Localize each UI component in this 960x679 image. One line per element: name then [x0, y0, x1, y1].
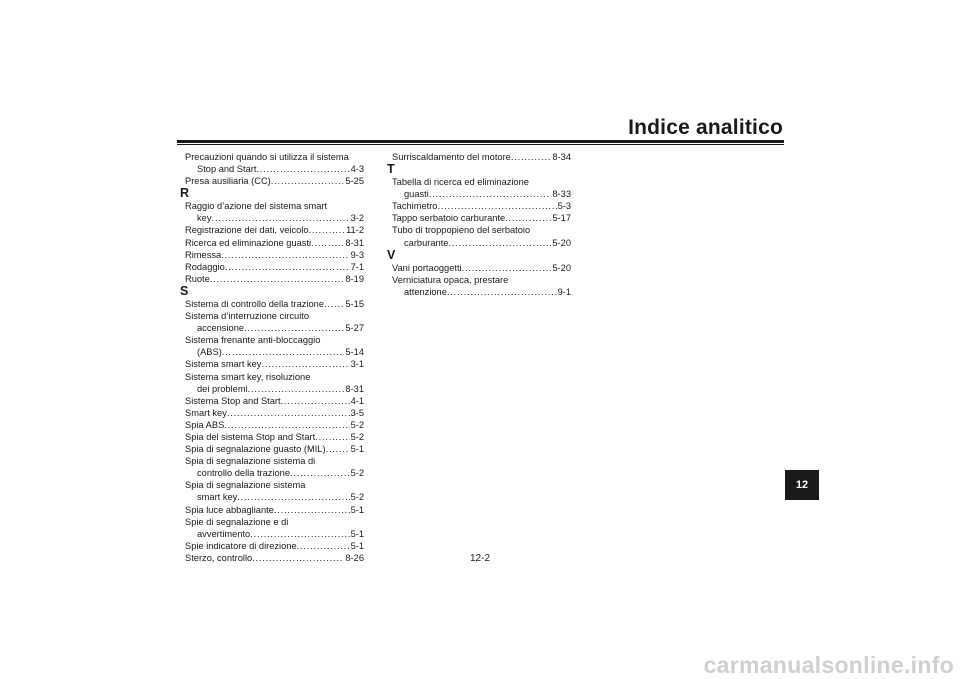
index-entry[interactable]: [185, 273, 364, 285]
dot-leader: [429, 188, 552, 200]
index-entry-page: 5-1: [350, 504, 364, 515]
index-entry[interactable]: [185, 175, 364, 187]
index-entry[interactable]: [185, 200, 364, 224]
dot-leader: [281, 395, 350, 407]
index-entry-term-continued: smart key: [197, 492, 238, 503]
index-entry-term: Sistema d’interruzione circuito: [185, 311, 310, 322]
index-entry[interactable]: [185, 237, 364, 249]
index-entry-term: Verniciatura opaca, prestare: [392, 274, 509, 285]
chapter-tab[interactable]: [785, 470, 819, 500]
index-entry-page: 5-2: [350, 419, 364, 430]
dot-leader: [274, 504, 350, 516]
index-entry-term-continued: attenzione: [404, 286, 447, 297]
dot-leader: [261, 358, 349, 370]
index-entry[interactable]: [185, 504, 364, 516]
index-entry-page: 8-34: [552, 152, 571, 162]
index-entry[interactable]: [185, 249, 364, 261]
index-entry-term: Tubo di troppopieno del serbatoio: [392, 225, 531, 236]
index-entry-term: Ricerca ed eliminazione guasti: [185, 237, 312, 248]
index-entry[interactable]: [392, 224, 571, 248]
index-entry-page: 5-2: [350, 431, 364, 442]
index-letter-heading: R: [180, 186, 190, 201]
dot-leader: [237, 491, 349, 503]
index-entry[interactable]: [185, 516, 364, 540]
index-entry-term: Spia di segnalazione sistema di: [185, 456, 316, 467]
dot-leader: [248, 383, 345, 395]
index-entry-term: Spie indicatore di direzione: [185, 540, 297, 551]
index-entry-term: Spia ABS: [185, 419, 225, 430]
index-entry[interactable]: [185, 419, 364, 431]
index-letter-heading: S: [180, 283, 189, 298]
index-column-left: [180, 151, 364, 564]
index-entry-term: Presa ausiliaria (CC): [185, 176, 271, 187]
index-entry[interactable]: [185, 455, 364, 479]
index-entry-term-continued: dei problemi: [197, 383, 248, 394]
watermark-logo: carmanualsonline.info: [703, 652, 954, 678]
index-entry[interactable]: [185, 298, 364, 310]
dot-leader: [311, 237, 344, 249]
chapter-tab-label: 12: [795, 479, 809, 491]
index-entry-term-continued: Stop and Start: [197, 164, 257, 175]
index-entry-page: 5-15: [345, 298, 364, 309]
index-entry-term: Sistema di controllo della trazione: [185, 298, 325, 309]
index-entry-page: 5-1: [350, 528, 364, 539]
index-entry[interactable]: [185, 334, 364, 358]
index-entry[interactable]: [185, 395, 364, 407]
dot-leader: [448, 237, 551, 249]
dot-leader: [250, 528, 349, 540]
index-entry-page: 8-31: [345, 383, 364, 394]
index-entry-page: 3-1: [350, 359, 364, 370]
index-entry-term: Sterzo, controllo: [185, 552, 253, 563]
index-entry-page: 5-14: [345, 347, 364, 358]
index-entry-page: 8-26: [345, 552, 364, 563]
index-entry-page: 8-19: [345, 273, 364, 284]
index-entry-page: 4-3: [350, 164, 364, 175]
index-entry-page: 5-1: [350, 540, 364, 551]
header-rule: [177, 140, 784, 145]
index-entry-page: 3-2: [350, 213, 364, 224]
index-entry[interactable]: [392, 212, 571, 224]
index-entry-term: Spia del sistema Stop and Start: [185, 431, 316, 442]
dot-leader: [290, 467, 350, 479]
dot-leader: [447, 286, 557, 298]
dot-leader: [462, 262, 552, 274]
index-letter-heading: T: [387, 162, 395, 177]
dot-leader: [271, 175, 345, 187]
dot-leader: [227, 407, 350, 419]
index-entry-term: Precauzioni quando si utilizza il sistema: [185, 152, 349, 162]
index-entry-page: 8-33: [552, 189, 571, 200]
dot-leader: [511, 151, 552, 163]
dot-leader: [297, 540, 350, 552]
dot-leader: [221, 249, 349, 261]
index-entry-term: Ruote: [185, 273, 210, 284]
index-entry-term: Tachimetro: [392, 201, 438, 212]
index-entry[interactable]: [185, 431, 364, 443]
index-entry-term: Surriscaldamento del motore: [392, 152, 511, 162]
dot-leader: [244, 322, 344, 334]
index-entry-term: Tappo serbatoio carburante: [392, 213, 506, 224]
index-entry-page: 5-2: [350, 492, 364, 503]
dot-leader: [315, 431, 349, 443]
index-entry[interactable]: [185, 371, 364, 395]
index-entry-page: 7-1: [350, 261, 364, 272]
index-entry[interactable]: [185, 358, 364, 370]
dot-leader: [309, 224, 346, 236]
index-entry-page: 5-1: [350, 444, 364, 455]
index-entry-page: 5-20: [552, 262, 571, 273]
index-entry-term-continued: avvertimento: [197, 528, 251, 539]
index-entry-page: 5-3: [557, 201, 571, 212]
page-title: Indice analitico: [628, 116, 783, 139]
dot-leader: [505, 212, 551, 224]
index-letter-heading: V: [387, 247, 396, 262]
index-entry-term: Sistema smart key: [185, 359, 262, 370]
index-entry-term: Spia di segnalazione guasto (MIL): [185, 444, 326, 455]
index-entry-page: 3-5: [350, 407, 364, 418]
index-entry[interactable]: [185, 540, 364, 552]
index-column-right: [387, 151, 571, 298]
index-entry-term: Registrazione dei dati, veicolo: [185, 225, 309, 236]
index-entry-page: 5-25: [345, 176, 364, 187]
page-number: 12-2: [469, 553, 490, 564]
dot-leader: [222, 346, 345, 358]
index-entry[interactable]: [185, 407, 364, 419]
dot-leader: [225, 261, 350, 273]
index-entry[interactable]: [185, 310, 364, 334]
index-entry[interactable]: [392, 262, 571, 274]
index-entry-term-continued: carburante: [404, 237, 449, 248]
index-entry[interactable]: [185, 479, 364, 503]
index-entry[interactable]: [185, 443, 364, 455]
index-entry-page: 9-1: [557, 286, 571, 297]
index-entry-page: 5-20: [552, 237, 571, 248]
dot-leader: [326, 443, 350, 455]
dot-leader: [324, 298, 344, 310]
dot-leader: [437, 200, 556, 212]
dot-leader: [210, 273, 345, 285]
index-entry-term-continued: key: [197, 213, 212, 224]
index-entry-term-continued: accensione: [197, 323, 245, 334]
dot-leader: [211, 212, 349, 224]
dot-leader: [256, 163, 349, 175]
index-entry-page: 5-2: [350, 468, 364, 479]
index-entry[interactable]: [392, 274, 571, 298]
index-entry-page: 8-31: [345, 237, 364, 248]
index-entry-term: Rodaggio: [185, 261, 225, 272]
index-entry[interactable]: [185, 261, 364, 273]
index-entry[interactable]: [392, 200, 571, 212]
index-entry-term: Sistema smart key, risoluzione: [185, 371, 311, 382]
index-entry-page: 5-17: [552, 213, 571, 224]
index-entry-term: Spie di segnalazione e di: [185, 516, 289, 527]
index-entry-page: 11-2: [346, 225, 364, 236]
index-entry-term: Spia luce abbagliante: [185, 504, 274, 515]
index-entry[interactable]: [392, 151, 571, 163]
index-entry-term: Vani portaoggetti: [392, 262, 462, 273]
index-entry-term: Smart key: [185, 407, 227, 418]
index-entry[interactable]: [185, 151, 364, 175]
dot-leader: [224, 419, 349, 431]
index-entry-term: Tabella di ricerca ed eliminazione: [392, 177, 529, 188]
index-entry-term-continued: guasti: [404, 189, 429, 200]
index-entry-page: 9-3: [350, 249, 364, 260]
index-entry-term: Raggio d’azione del sistema smart: [185, 201, 328, 212]
index-entry-page: 4-1: [350, 395, 364, 406]
index-entry[interactable]: [392, 176, 571, 200]
index-entry[interactable]: [185, 224, 364, 236]
index-entry-term: Rimessa: [185, 249, 222, 260]
index-entry-term: Sistema frenante anti-bloccaggio: [185, 335, 321, 346]
index-entry-term: Spia di segnalazione sistema: [185, 480, 306, 491]
index-entry-term-continued: (ABS): [197, 347, 222, 358]
index-entry-term-continued: controllo della trazione: [197, 468, 291, 479]
index-entry-page: 5-27: [345, 323, 364, 334]
index-entry-term: Sistema Stop and Start: [185, 395, 281, 406]
